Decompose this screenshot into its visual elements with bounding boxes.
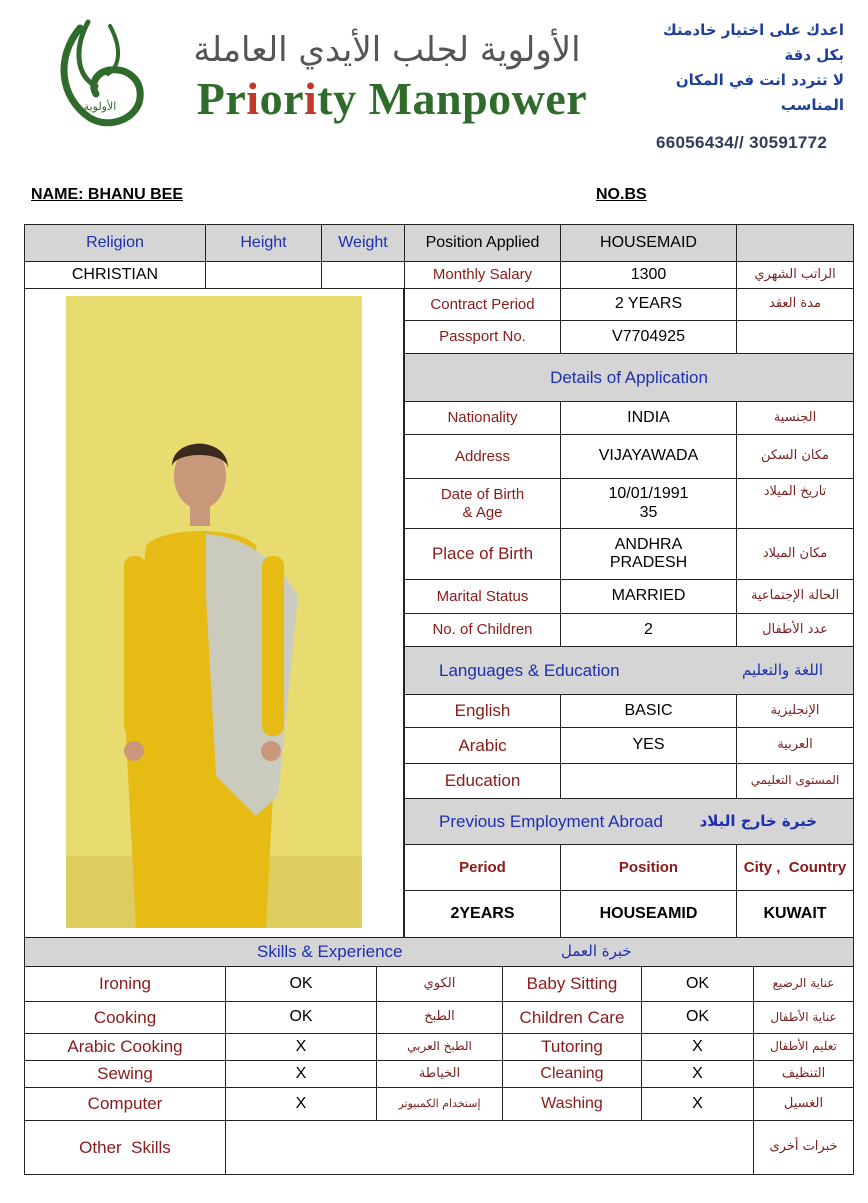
- logo-arabic-text: الأولوية: [83, 100, 117, 113]
- place-of-birth-line2: PRADESH: [609, 554, 688, 571]
- monthly-salary-arabic: الراتب الشهري: [736, 261, 854, 289]
- english-arabic: الإنجليزية: [736, 694, 854, 728]
- children-value: 2: [560, 613, 737, 647]
- contract-period-arabic: مدة العقد: [736, 288, 854, 321]
- skill-arabic-cooking-arabic: الطبخ العربي: [376, 1033, 503, 1061]
- religion-header: Religion: [24, 224, 206, 262]
- skill-washing-label: Washing: [502, 1087, 642, 1121]
- skill-computer-value: X: [225, 1087, 377, 1121]
- skill-computer-label: Computer: [24, 1087, 226, 1121]
- other-skills-value: [225, 1120, 754, 1175]
- contract-period-value: 2 YEARS: [560, 288, 737, 321]
- monthly-salary-label: Monthly Salary: [404, 261, 561, 289]
- dob-value: 10/01/1991: [608, 485, 689, 503]
- skills-title-en: Skills & Experience: [257, 942, 403, 962]
- education-value: [560, 763, 737, 799]
- address-value: VIJAYAWADA: [560, 434, 737, 479]
- previous-employment-title: [404, 798, 854, 845]
- details-of-application-title: Details of Application: [404, 353, 854, 402]
- skill-children-care-value: OK: [641, 1001, 754, 1034]
- skill-tutoring-label: Tutoring: [502, 1033, 642, 1061]
- religion-value: CHRISTIAN: [24, 261, 206, 289]
- skill-sewing-arabic: الخياطة: [376, 1060, 503, 1088]
- marital-status-value: MARRIED: [560, 579, 737, 614]
- skill-baby-sitting-label: Baby Sitting: [502, 966, 642, 1002]
- phone-numbers: 66056434// 30591772: [656, 133, 828, 152]
- dob-age-value: [560, 478, 737, 529]
- skill-cooking-label: Cooking: [24, 1001, 226, 1034]
- employment-position-header: Position: [560, 844, 737, 891]
- skill-children-care-label: Children Care: [502, 1001, 642, 1034]
- candidate-photo: [66, 296, 362, 928]
- passport-label: Passport No.: [404, 320, 561, 354]
- place-of-birth-value: [560, 528, 737, 580]
- slogan-line-2: لا تتردد انت في المكان المناسب: [675, 71, 844, 114]
- employment-period-value: 2YEARS: [404, 890, 561, 938]
- languages-education-title: [404, 646, 854, 695]
- weight-header: Weight: [321, 224, 405, 262]
- employment-period-header: Period: [404, 844, 561, 891]
- skill-washing-value: X: [641, 1087, 754, 1121]
- education-arabic: المستوى التعليمي: [736, 763, 854, 799]
- skill-arabic-cooking-value: X: [225, 1033, 377, 1061]
- skill-washing-arabic: الغسيل: [753, 1087, 854, 1121]
- slogan: [644, 18, 844, 118]
- candidate-name: NAME: BHANU BEE: [31, 186, 183, 203]
- employment-location-value: KUWAIT: [736, 890, 854, 938]
- place-of-birth-line1: ANDHRA: [614, 535, 683, 553]
- skill-baby-sitting-arabic: عناية الرضيع: [753, 966, 854, 1002]
- dob-label-line1: Date of Birth: [440, 486, 525, 504]
- age-value: 35: [639, 503, 658, 521]
- skill-sewing-value: X: [225, 1060, 377, 1088]
- skills-experience-title: [24, 937, 854, 967]
- skill-ironing-arabic: الكوي: [376, 966, 503, 1002]
- children-arabic: عدد الأطفال: [736, 613, 854, 647]
- monthly-salary-value: 1300: [560, 261, 737, 289]
- children-label: No. of Children: [404, 613, 561, 647]
- height-header: Height: [205, 224, 322, 262]
- company-name-english: Priority Manpower: [196, 73, 588, 124]
- arabic-arabic: العربية: [736, 727, 854, 764]
- dob-label-line2: & Age: [462, 503, 503, 521]
- skill-baby-sitting-value: OK: [641, 966, 754, 1002]
- dob-age-label: [404, 478, 561, 529]
- nationality-value: INDIA: [560, 401, 737, 435]
- marital-status-label: Marital Status: [404, 579, 561, 614]
- employment-position-value: HOUSEAMID: [560, 890, 737, 938]
- arabic-value: YES: [560, 727, 737, 764]
- skill-arabic-cooking-label: Arabic Cooking: [24, 1033, 226, 1061]
- skill-computer-arabic: إستخدام الكمبيوتر: [376, 1087, 503, 1121]
- employment-location-header: City , Country: [736, 844, 854, 891]
- company-name-arabic: الأولوية لجلب الأيدي العاملة: [193, 30, 581, 70]
- nationality-arabic: الجنسية: [736, 401, 854, 435]
- skills-title-ar: خبرة العمل: [561, 942, 632, 961]
- marital-status-arabic: الحالة الإجتماعية: [736, 579, 854, 614]
- skill-ironing-value: OK: [225, 966, 377, 1002]
- skill-children-care-arabic: عناية الأطفال: [753, 1001, 854, 1034]
- contract-period-label: Contract Period: [404, 288, 561, 321]
- height-value: [205, 261, 322, 289]
- skill-ironing-label: Ironing: [24, 966, 226, 1002]
- passport-value: V7704925: [560, 320, 737, 354]
- arabic-label: Arabic: [404, 727, 561, 764]
- skill-tutoring-arabic: تعليم الأطفال: [753, 1033, 854, 1061]
- skill-cooking-arabic: الطبخ: [376, 1001, 503, 1034]
- skill-cleaning-arabic: التنظيف: [753, 1060, 854, 1088]
- company-logo: [50, 18, 146, 130]
- weight-value: [321, 261, 405, 289]
- employment-title-en: Previous Employment Abroad: [439, 811, 663, 831]
- place-of-birth-arabic: مكان الميلاد: [736, 528, 854, 580]
- nationality-label: Nationality: [404, 401, 561, 435]
- other-skills-label: Other Skills: [24, 1120, 226, 1175]
- position-applied-label: Position Applied: [404, 224, 561, 262]
- skill-cleaning-value: X: [641, 1060, 754, 1088]
- address-label: Address: [404, 434, 561, 479]
- skill-sewing-label: Sewing: [24, 1060, 226, 1088]
- languages-title-ar: اللغة والتعليم: [742, 660, 823, 679]
- passport-arabic: [736, 320, 854, 354]
- english-label: English: [404, 694, 561, 728]
- english-value: BASIC: [560, 694, 737, 728]
- dob-arabic: تاريخ الميلاد: [736, 478, 854, 529]
- position-applied-value: HOUSEMAID: [560, 224, 737, 262]
- reference-number: NO.BS: [596, 186, 647, 203]
- place-of-birth-label: Place of Birth: [404, 528, 561, 580]
- other-skills-arabic: خبرات أخرى: [753, 1120, 854, 1175]
- education-label: Education: [404, 763, 561, 799]
- employment-title-ar: خبرة خارج البلاد: [699, 811, 817, 830]
- position-applied-arabic: [736, 224, 854, 262]
- skill-tutoring-value: X: [641, 1033, 754, 1061]
- skill-cleaning-label: Cleaning: [502, 1060, 642, 1088]
- slogan-line-1: اعدك على اختيار خادمتك بكل دقة: [663, 21, 844, 64]
- skill-cooking-value: OK: [225, 1001, 377, 1034]
- languages-title-en: Languages & Education: [439, 660, 620, 680]
- address-arabic: مكان السكن: [736, 434, 854, 479]
